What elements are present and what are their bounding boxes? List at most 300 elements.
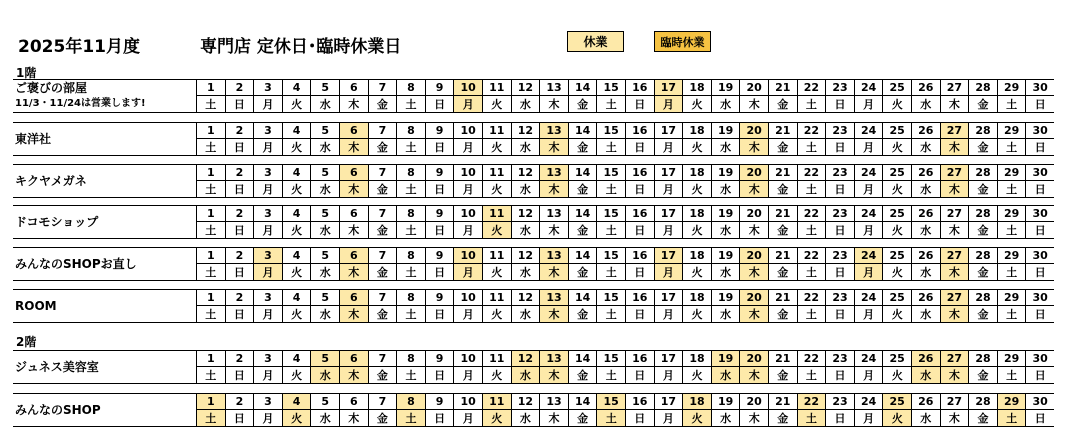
weekday: 日 xyxy=(825,222,854,238)
day-grid xyxy=(196,394,1054,426)
day-number: 8 xyxy=(396,394,425,410)
day-number: 2 xyxy=(225,123,254,139)
weekday: 水 xyxy=(911,410,940,426)
weekday: 木 xyxy=(339,181,368,197)
weekday: 日 xyxy=(1025,222,1054,238)
weekday: 日 xyxy=(1025,410,1054,426)
weekday: 日 xyxy=(1025,96,1054,112)
weekday: 木 xyxy=(739,139,768,155)
day-number: 26 xyxy=(911,351,940,367)
day-number: 22 xyxy=(797,80,826,96)
weekday: 日 xyxy=(225,306,254,322)
weekday: 水 xyxy=(511,367,540,383)
weekday: 日 xyxy=(625,181,654,197)
day-number: 8 xyxy=(396,80,425,96)
weekday: 月 xyxy=(253,410,282,426)
day-number: 7 xyxy=(368,123,397,139)
day-number: 13 xyxy=(539,206,568,222)
day-number: 12 xyxy=(511,123,540,139)
weekday: 月 xyxy=(854,306,883,322)
weekday: 水 xyxy=(711,367,740,383)
day-number: 13 xyxy=(539,80,568,96)
day-number: 21 xyxy=(768,394,797,410)
day-number: 5 xyxy=(310,80,339,96)
day-number: 2 xyxy=(225,248,254,264)
weekday: 金 xyxy=(368,367,397,383)
day-number: 6 xyxy=(339,206,368,222)
day-number: 18 xyxy=(682,351,711,367)
weekday: 土 xyxy=(797,410,826,426)
day-number: 24 xyxy=(854,351,883,367)
day-number: 10 xyxy=(453,165,482,181)
weekday: 日 xyxy=(225,222,254,238)
day-number: 10 xyxy=(453,206,482,222)
weekday: 土 xyxy=(196,181,225,197)
floor-label: 2階 xyxy=(16,335,37,349)
weekday: 土 xyxy=(797,264,826,280)
store-name: ジュネス美容室 xyxy=(15,360,99,374)
day-number: 24 xyxy=(854,248,883,264)
weekday: 月 xyxy=(453,96,482,112)
day-number: 28 xyxy=(968,394,997,410)
weekday: 土 xyxy=(596,139,625,155)
weekday: 木 xyxy=(739,410,768,426)
weekday: 木 xyxy=(940,306,969,322)
legend-temporary-closed: 臨時休業 xyxy=(654,31,711,52)
weekday: 月 xyxy=(453,181,482,197)
day-number: 1 xyxy=(196,123,225,139)
weekday: 土 xyxy=(596,181,625,197)
weekday: 木 xyxy=(739,264,768,280)
day-number: 2 xyxy=(225,165,254,181)
weekday: 金 xyxy=(768,264,797,280)
store-row xyxy=(13,122,1054,156)
weekday: 火 xyxy=(482,96,511,112)
store-name: ドコモショップ xyxy=(15,215,99,229)
weekday: 日 xyxy=(225,181,254,197)
weekday: 火 xyxy=(682,306,711,322)
weekday: 水 xyxy=(911,264,940,280)
day-number: 24 xyxy=(854,165,883,181)
weekday: 日 xyxy=(425,410,454,426)
weekday: 日 xyxy=(225,264,254,280)
day-number: 29 xyxy=(997,290,1026,306)
day-number: 23 xyxy=(825,248,854,264)
weekday: 月 xyxy=(453,139,482,155)
weekday: 水 xyxy=(511,139,540,155)
day-number: 20 xyxy=(739,165,768,181)
weekday: 日 xyxy=(1025,181,1054,197)
weekday: 金 xyxy=(768,139,797,155)
day-number: 26 xyxy=(911,394,940,410)
weekday: 日 xyxy=(1025,264,1054,280)
weekday: 火 xyxy=(882,222,911,238)
day-number: 28 xyxy=(968,123,997,139)
weekday: 水 xyxy=(310,222,339,238)
store-name: ROOM xyxy=(15,299,57,313)
weekday: 土 xyxy=(596,410,625,426)
store-row xyxy=(13,205,1054,239)
day-number: 19 xyxy=(711,394,740,410)
weekday: 水 xyxy=(511,264,540,280)
weekday: 日 xyxy=(625,222,654,238)
day-number: 9 xyxy=(425,394,454,410)
day-number: 17 xyxy=(654,80,683,96)
day-number: 13 xyxy=(539,165,568,181)
day-number: 6 xyxy=(339,290,368,306)
day-number: 3 xyxy=(253,123,282,139)
day-number: 1 xyxy=(196,290,225,306)
weekday: 土 xyxy=(997,264,1026,280)
day-grid xyxy=(196,206,1054,238)
weekday: 水 xyxy=(911,96,940,112)
day-number: 30 xyxy=(1025,394,1054,410)
weekday: 木 xyxy=(539,367,568,383)
day-number: 29 xyxy=(997,248,1026,264)
day-number: 10 xyxy=(453,248,482,264)
weekday: 日 xyxy=(225,410,254,426)
weekday: 月 xyxy=(654,306,683,322)
weekday: 月 xyxy=(854,181,883,197)
weekday: 日 xyxy=(825,367,854,383)
day-number: 28 xyxy=(968,351,997,367)
weekday: 水 xyxy=(310,96,339,112)
legend-closed: 休業 xyxy=(567,31,624,52)
day-number: 1 xyxy=(196,248,225,264)
day-number: 14 xyxy=(568,206,597,222)
day-number: 20 xyxy=(739,290,768,306)
day-number: 29 xyxy=(997,80,1026,96)
day-number: 19 xyxy=(711,80,740,96)
weekday: 月 xyxy=(253,181,282,197)
day-number: 15 xyxy=(596,123,625,139)
day-number: 15 xyxy=(596,165,625,181)
weekday: 日 xyxy=(825,306,854,322)
weekday: 月 xyxy=(654,410,683,426)
weekday: 火 xyxy=(882,367,911,383)
day-number: 11 xyxy=(482,394,511,410)
day-number: 19 xyxy=(711,248,740,264)
day-number: 13 xyxy=(539,248,568,264)
store-name: 東洋社 xyxy=(15,132,52,146)
day-number: 13 xyxy=(539,290,568,306)
day-number: 25 xyxy=(882,394,911,410)
day-number: 30 xyxy=(1025,248,1054,264)
day-number: 10 xyxy=(453,80,482,96)
weekday: 火 xyxy=(682,181,711,197)
day-number: 15 xyxy=(596,206,625,222)
weekday: 月 xyxy=(854,139,883,155)
day-number: 8 xyxy=(396,248,425,264)
weekday: 土 xyxy=(396,222,425,238)
day-number: 24 xyxy=(854,290,883,306)
day-number: 2 xyxy=(225,394,254,410)
weekday: 土 xyxy=(997,306,1026,322)
weekday: 日 xyxy=(425,264,454,280)
weekday: 火 xyxy=(482,410,511,426)
weekday: 金 xyxy=(968,306,997,322)
weekday: 金 xyxy=(568,96,597,112)
weekday: 火 xyxy=(682,264,711,280)
weekday: 月 xyxy=(854,367,883,383)
day-number: 4 xyxy=(282,351,311,367)
weekday: 日 xyxy=(1025,367,1054,383)
weekday: 日 xyxy=(625,306,654,322)
weekday: 水 xyxy=(711,306,740,322)
day-number: 5 xyxy=(310,248,339,264)
day-grid xyxy=(196,351,1054,383)
weekday: 土 xyxy=(797,306,826,322)
weekday: 水 xyxy=(310,264,339,280)
day-number: 12 xyxy=(511,165,540,181)
weekday: 土 xyxy=(196,306,225,322)
day-number: 12 xyxy=(511,248,540,264)
weekday: 火 xyxy=(682,139,711,155)
weekday: 日 xyxy=(825,139,854,155)
day-number: 29 xyxy=(997,123,1026,139)
day-number: 27 xyxy=(940,206,969,222)
day-number: 25 xyxy=(882,206,911,222)
weekday: 水 xyxy=(511,306,540,322)
weekday: 月 xyxy=(654,367,683,383)
weekday: 金 xyxy=(368,264,397,280)
weekday: 金 xyxy=(568,367,597,383)
day-number: 14 xyxy=(568,80,597,96)
day-number: 26 xyxy=(911,290,940,306)
day-number: 22 xyxy=(797,165,826,181)
weekday: 日 xyxy=(425,181,454,197)
weekday: 金 xyxy=(368,96,397,112)
weekday: 日 xyxy=(625,410,654,426)
day-number: 7 xyxy=(368,394,397,410)
weekday: 日 xyxy=(225,139,254,155)
day-number: 16 xyxy=(625,351,654,367)
day-number: 21 xyxy=(768,165,797,181)
day-number: 3 xyxy=(253,165,282,181)
weekday: 金 xyxy=(568,410,597,426)
weekday: 水 xyxy=(310,181,339,197)
weekday: 火 xyxy=(682,367,711,383)
weekday: 日 xyxy=(1025,139,1054,155)
day-number: 22 xyxy=(797,290,826,306)
weekday: 土 xyxy=(997,367,1026,383)
day-number: 23 xyxy=(825,206,854,222)
weekday: 水 xyxy=(911,139,940,155)
day-number: 30 xyxy=(1025,206,1054,222)
day-number: 26 xyxy=(911,206,940,222)
day-number: 12 xyxy=(511,394,540,410)
weekday: 火 xyxy=(682,410,711,426)
weekday: 金 xyxy=(768,367,797,383)
day-number: 9 xyxy=(425,290,454,306)
weekday: 月 xyxy=(854,96,883,112)
day-number: 5 xyxy=(310,123,339,139)
weekday: 金 xyxy=(768,222,797,238)
day-number: 24 xyxy=(854,394,883,410)
weekday: 金 xyxy=(568,264,597,280)
day-number: 20 xyxy=(739,80,768,96)
weekday: 土 xyxy=(997,181,1026,197)
day-number: 18 xyxy=(682,206,711,222)
day-number: 4 xyxy=(282,394,311,410)
weekday: 月 xyxy=(854,410,883,426)
weekday: 木 xyxy=(940,96,969,112)
day-number: 11 xyxy=(482,351,511,367)
day-number: 8 xyxy=(396,290,425,306)
weekday: 月 xyxy=(654,181,683,197)
day-number: 28 xyxy=(968,80,997,96)
day-number: 13 xyxy=(539,394,568,410)
day-number: 28 xyxy=(968,290,997,306)
day-number: 15 xyxy=(596,351,625,367)
weekday: 金 xyxy=(968,96,997,112)
store-name-text: ご褒びの部屋 xyxy=(15,81,88,95)
weekday: 火 xyxy=(882,96,911,112)
weekday: 水 xyxy=(711,222,740,238)
weekday: 日 xyxy=(425,96,454,112)
store-name xyxy=(15,80,205,112)
weekday: 水 xyxy=(911,181,940,197)
day-number: 6 xyxy=(339,248,368,264)
weekday: 月 xyxy=(453,222,482,238)
weekday: 木 xyxy=(539,96,568,112)
day-number: 26 xyxy=(911,80,940,96)
day-number: 7 xyxy=(368,290,397,306)
day-number: 14 xyxy=(568,351,597,367)
day-number: 14 xyxy=(568,248,597,264)
day-number: 4 xyxy=(282,290,311,306)
weekday: 金 xyxy=(968,410,997,426)
day-number: 4 xyxy=(282,165,311,181)
weekday: 土 xyxy=(196,139,225,155)
day-number: 9 xyxy=(425,206,454,222)
weekday: 土 xyxy=(396,306,425,322)
weekday: 金 xyxy=(768,181,797,197)
weekday: 土 xyxy=(396,181,425,197)
day-number: 12 xyxy=(511,206,540,222)
day-number: 18 xyxy=(682,80,711,96)
weekday: 火 xyxy=(882,410,911,426)
weekday: 土 xyxy=(396,264,425,280)
day-number: 7 xyxy=(368,351,397,367)
weekday: 月 xyxy=(453,367,482,383)
weekday: 日 xyxy=(425,222,454,238)
day-number: 18 xyxy=(682,123,711,139)
day-number: 6 xyxy=(339,80,368,96)
day-number: 11 xyxy=(482,80,511,96)
day-number: 16 xyxy=(625,248,654,264)
weekday: 水 xyxy=(511,96,540,112)
weekday: 火 xyxy=(482,222,511,238)
day-number: 29 xyxy=(997,351,1026,367)
weekday: 火 xyxy=(682,222,711,238)
weekday: 土 xyxy=(196,410,225,426)
day-number: 1 xyxy=(196,80,225,96)
day-number: 16 xyxy=(625,165,654,181)
weekday: 土 xyxy=(196,96,225,112)
weekday: 木 xyxy=(739,96,768,112)
day-number: 5 xyxy=(310,351,339,367)
weekday: 土 xyxy=(997,96,1026,112)
day-number: 23 xyxy=(825,394,854,410)
weekday: 日 xyxy=(225,367,254,383)
weekday: 水 xyxy=(310,139,339,155)
weekday: 木 xyxy=(539,306,568,322)
day-number: 15 xyxy=(596,248,625,264)
weekday: 月 xyxy=(253,367,282,383)
weekday: 金 xyxy=(368,410,397,426)
page-title: 2025年11月度 xyxy=(18,37,140,57)
day-number: 13 xyxy=(539,351,568,367)
day-number: 9 xyxy=(425,248,454,264)
weekday: 木 xyxy=(339,264,368,280)
day-number: 17 xyxy=(654,206,683,222)
day-number: 5 xyxy=(310,165,339,181)
day-number: 20 xyxy=(739,123,768,139)
weekday: 金 xyxy=(568,306,597,322)
weekday: 水 xyxy=(511,410,540,426)
weekday: 木 xyxy=(739,181,768,197)
day-number: 26 xyxy=(911,165,940,181)
day-number: 12 xyxy=(511,290,540,306)
day-number: 1 xyxy=(196,394,225,410)
weekday: 木 xyxy=(940,264,969,280)
weekday: 木 xyxy=(339,306,368,322)
day-number: 20 xyxy=(739,248,768,264)
day-number: 17 xyxy=(654,123,683,139)
day-number: 27 xyxy=(940,248,969,264)
weekday: 火 xyxy=(282,264,311,280)
day-number: 16 xyxy=(625,80,654,96)
weekday: 土 xyxy=(396,96,425,112)
weekday: 木 xyxy=(539,410,568,426)
day-number: 11 xyxy=(482,123,511,139)
day-grid xyxy=(196,123,1054,155)
day-number: 27 xyxy=(940,165,969,181)
store-row xyxy=(13,393,1054,427)
weekday: 土 xyxy=(797,222,826,238)
weekday: 土 xyxy=(797,181,826,197)
day-number: 4 xyxy=(282,80,311,96)
store-row xyxy=(13,79,1054,113)
day-number: 1 xyxy=(196,351,225,367)
day-grid xyxy=(196,80,1054,112)
weekday: 木 xyxy=(539,139,568,155)
day-number: 9 xyxy=(425,351,454,367)
day-number: 25 xyxy=(882,351,911,367)
weekday: 金 xyxy=(968,264,997,280)
weekday: 土 xyxy=(196,367,225,383)
day-number: 21 xyxy=(768,123,797,139)
day-number: 18 xyxy=(682,248,711,264)
weekday: 水 xyxy=(511,181,540,197)
day-number: 25 xyxy=(882,80,911,96)
weekday: 金 xyxy=(568,222,597,238)
day-number: 30 xyxy=(1025,80,1054,96)
weekday: 火 xyxy=(482,139,511,155)
day-number: 15 xyxy=(596,80,625,96)
weekday: 月 xyxy=(854,264,883,280)
day-number: 30 xyxy=(1025,290,1054,306)
day-number: 22 xyxy=(797,394,826,410)
weekday: 土 xyxy=(797,367,826,383)
day-number: 11 xyxy=(482,206,511,222)
day-number: 14 xyxy=(568,123,597,139)
weekday: 金 xyxy=(368,181,397,197)
weekday: 月 xyxy=(453,264,482,280)
day-number: 29 xyxy=(997,206,1026,222)
day-number: 17 xyxy=(654,290,683,306)
